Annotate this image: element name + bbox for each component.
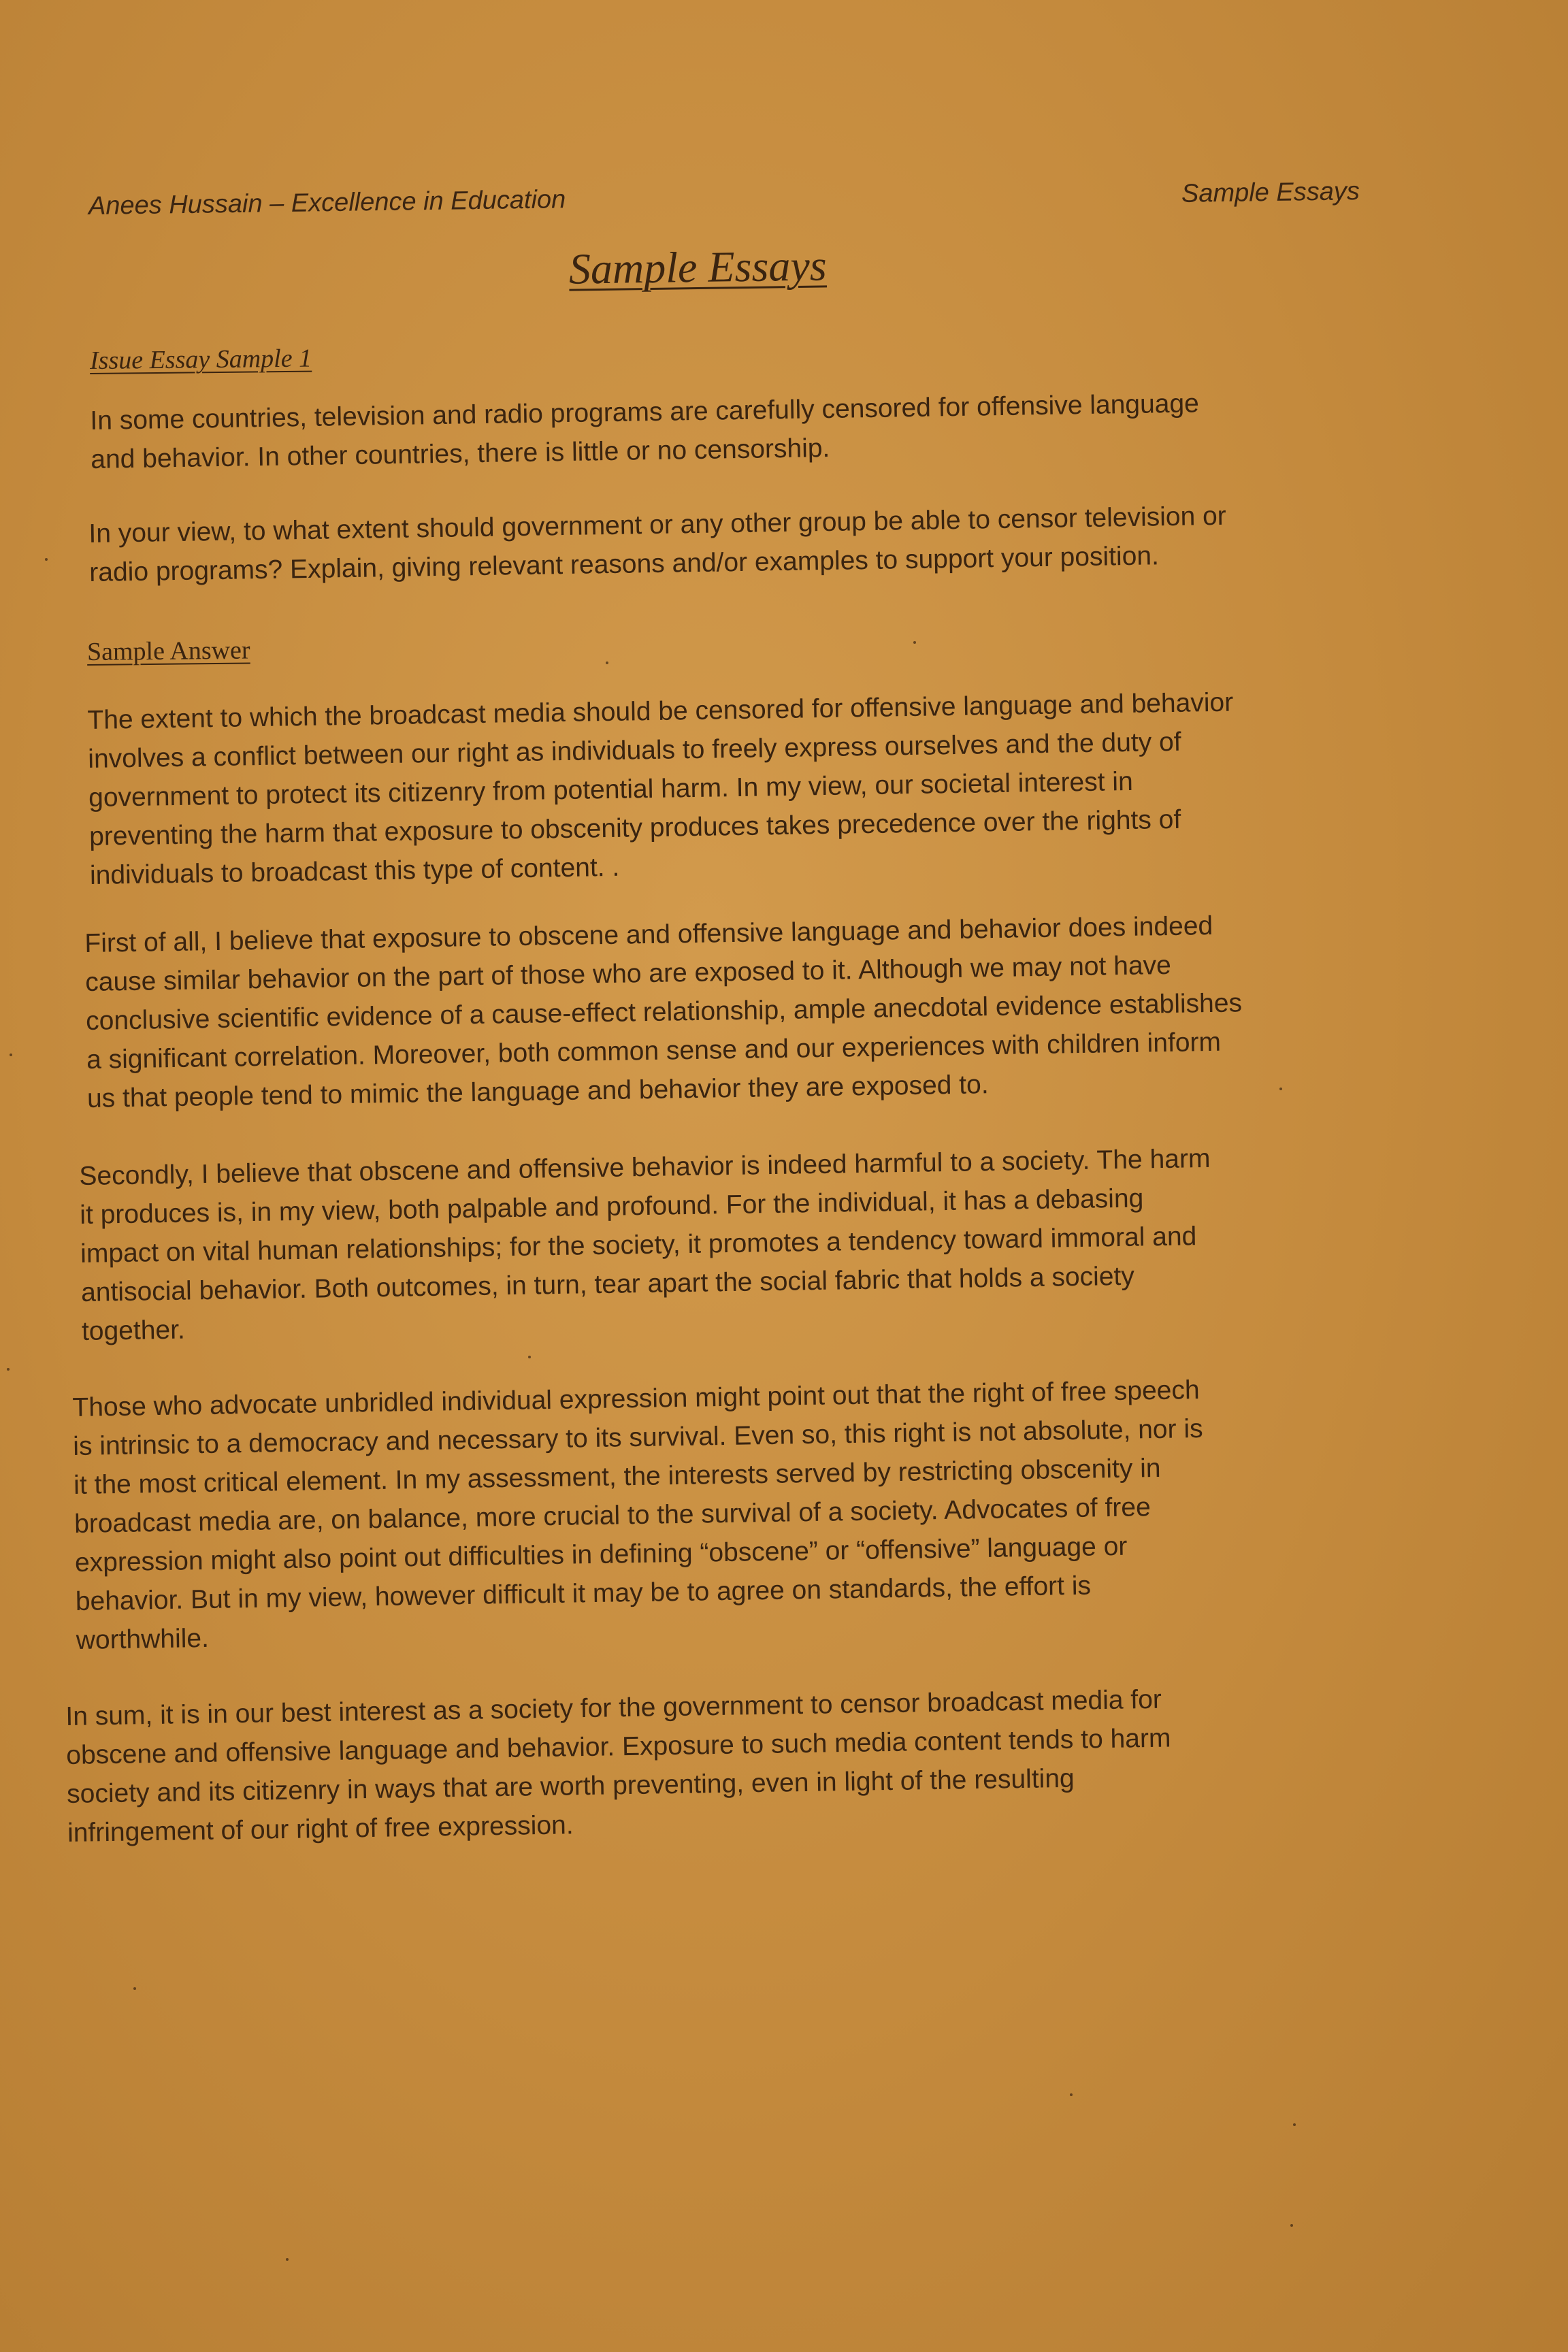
issue-prompt-question: In your view, to what extent should government or any other group be able to censor television or radio programs? Explain, giving relevant reasons and/or examples to support your position. [88,501,1227,587]
header-section: Sample Essays [1181,177,1360,208]
issue-heading: Issue Essay Sample 1 [89,344,312,375]
header-author: Anees Hussain – Excellence in Education [88,185,566,220]
answer-heading: Sample Answer [86,636,250,666]
answer-paragraph: Secondly, I believe that obscene and offensive behavior is indeed harmful to a society. The harm it produces is, in my view, both palpable and profound. For the individual, it has a debasing impact on vital human relationships; for the society, it promotes a tendency toward immoral and antisocial behavior. Both outcomes, in turn, tear apart the social fabric that holds a society together. [79,1143,1211,1346]
paper-speck [1290,2224,1293,2227]
paper-speck [45,558,48,561]
answer-paragraph: Those who advocate unbridled individual expression might point out that the right of free speech is intrinsic to a democracy and necessary to its survival. Even so, this right is not absolute, nor is it the most critical element. In my assessment, the interests served by restricting obscenity in broadcast media are, on balance, more crucial to the survival of a society. Advocates of free expression might also point out difficulties in defining “obscene” or “offensive” language or behavior. But in my view, however difficult it may be to agree on standards, the effort is worthwhile. [72,1375,1203,1655]
paper-speck [528,1356,531,1358]
paper-speck [913,641,916,644]
issue-prompt-statement: In some countries, television and radio programs are carefully censored for offensive language and behavior. In other countries, there is little or no censorship. [90,389,1200,474]
paper-speck [1293,2123,1296,2126]
paper-speck [7,1368,10,1371]
paper-speck [286,2258,289,2261]
paper-speck [1279,1088,1282,1090]
paper-speck [10,1054,12,1056]
paper-speck [1070,2093,1073,2096]
answer-paragraph: In sum, it is in our best interest as a society for the government to censor broadcast media for obscene and offensive language and behavior. Exposure to such media content tends to harm society and its citizenry in ways that are worth preventing, even in light of the resulting infringement of our right of free expression. [65,1684,1171,1848]
paper-speck [133,1987,136,1990]
page-title: Sample Essays [568,241,828,293]
answer-paragraph: The extent to which the broadcast media should be censored for offensive language and behavior involves a conflict between our right as individuals to freely express ourselves and the duty of government to protect its citizenry from potential harm. In my view, our societal interest in preventing the harm that exposure to obscenity produces takes precedence over the rights of individuals to broadcast this type of content. . [87,687,1234,890]
answer-paragraph: First of all, I believe that exposure to obscene and offensive language and behavior does indeed cause similar behavior on the part of those who are exposed to it. Although we may not have conclusive scientific evidence of a cause-effect relationship, ample anecdotal evidence establishes a significant correlation. Moreover, both common sense and our experiences with children inform us that people tend to mimic the language and behavior they are exposed to. [84,911,1243,1113]
paper-speck [606,662,608,664]
